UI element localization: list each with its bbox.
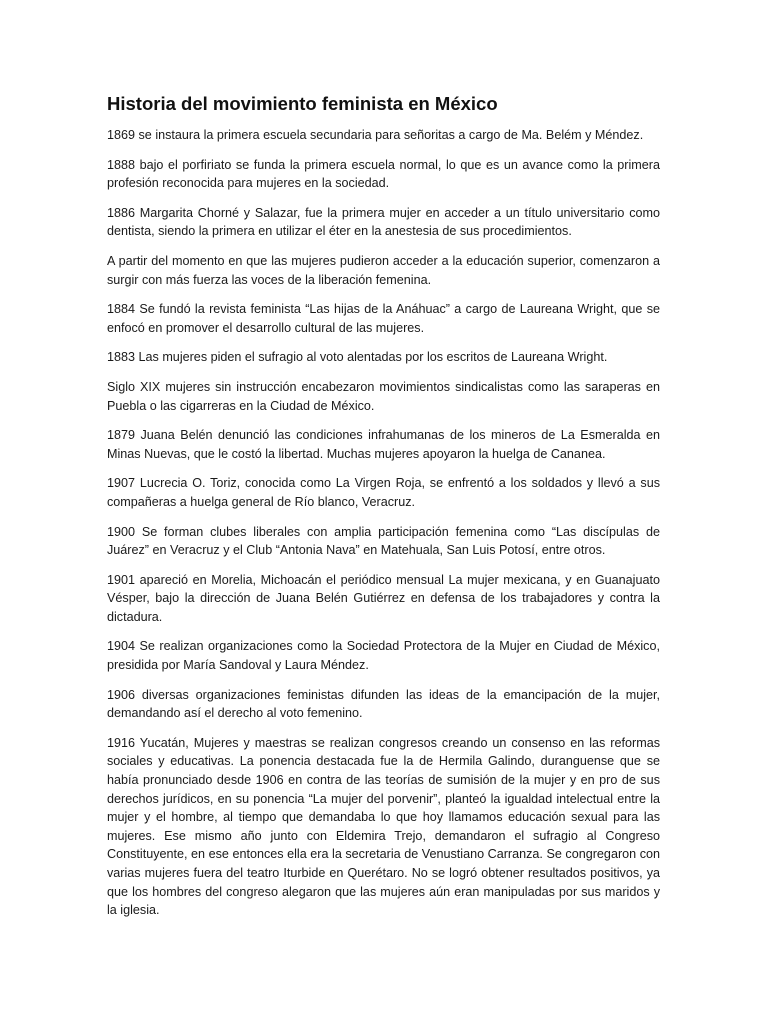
- paragraph-1888: 1888 bajo el porfiriato se funda la primera escuela normal, lo que es un avance como la primera profesión reconocida para mujeres en la sociedad.: [107, 157, 660, 191]
- paragraph-siglo-xix: Siglo XIX mujeres sin instrucción encabezaron movimientos sindicalistas como las saraperas en Puebla o las cigarreras en la Ciudad de México.: [107, 379, 660, 413]
- paragraph-1901: 1901 apareció en Morelia, Michoacán el periódico mensual La mujer mexicana, y en Guanajuato Vésper, bajo la dirección de Juana Belén Gutiérrez en defensa de los trabajadores y contra la dictadura.: [107, 572, 660, 624]
- document-page: [107, 92, 660, 931]
- paragraph-1904: 1904 Se realizan organizaciones como la Sociedad Protectora de la Mujer en Ciudad de México, presidida por María Sandoval y Laura Méndez.: [107, 639, 660, 673]
- paragraph-1907: 1907 Lucrecia O. Toriz, conocida como La Virgen Roja, se enfrentó a los soldados y llevó a sus compañeras a huelga general de Río blanco, Veracruz.: [107, 476, 660, 509]
- paragraph-1886: 1886 Margarita Chorné y Salazar, fue la primera mujer en acceder a un título universitario como dentista, siendo la primera en utilizar el éter en la anestesia de sus procedimientos.: [107, 205, 660, 239]
- paragraph-1884: 1884 Se fundó la revista feminista “Las hijas de la Anáhuac” a cargo de Laureana Wright, que se enfocó en promover el desarrollo cultural de las mujeres.: [107, 302, 660, 335]
- paragraph-1879: 1879 Juana Belén denunció las condiciones infrahumanas de los mineros de La Esmeralda en Minas Nuevas, que le costó la libertad. Muchas mujeres apoyaron la huelga de Cananea.: [107, 428, 660, 461]
- paragraph-higher-education: A partir del momento en que las mujeres pudieron acceder a la educación superior, comenzaron a surgir con más fuerza las voces de la liberación femenina.: [107, 253, 660, 287]
- paragraph-1906: 1906 diversas organizaciones feministas difunden las ideas de la emancipación de la mujer, demandando así el derecho al voto femenino.: [107, 687, 660, 721]
- paragraph-1900: 1900 Se forman clubes liberales con amplia participación femenina como “Las discípulas de Juárez” en Veracruz y el Club “Antonia Nava” en Matehuala, San Luis Potosí, entre otros.: [107, 524, 660, 558]
- page-title: Historia del movimiento feminista en México: [107, 93, 498, 114]
- paragraph-1916: 1916 Yucatán, Mujeres y maestras se realizan congresos creando un consenso en las reformas sociales y educativas. La ponencia destacada fue la de Hermila Galindo, duranguense que se había pronunciado desde 1906 en contra de las teorías de sumisión de la mujer y en pro de sus derechos jurídicos, en su ponencia “La mujer del porvenir”, planteó la igualdad intelectual entre la mujer y el hombre, al tiempo que demandaba lo que hoy llamamos educación sexual para las mujeres. Ese mismo año junto con Eldemira Trejo, demandaron el sufragio al Congreso Constituyente, en ese entonces ella era la secretaria de Venustiano Carranza. Se congregaron con varias mujeres fuera del teatro Iturbide en Querétaro. No se logró obtener resultados positivos, ya que los hombres del congreso alegaron que las mujeres aún eran manipuladas por sus maridos y la iglesia.: [107, 735, 660, 918]
- paragraph-1869: 1869 se instaura la primera escuela secundaria para señoritas a cargo de Ma. Belém y Méndez.: [107, 128, 644, 142]
- paragraph-1883: 1883 Las mujeres piden el sufragio al voto alentadas por los escritos de Laureana Wright.: [107, 350, 608, 365]
